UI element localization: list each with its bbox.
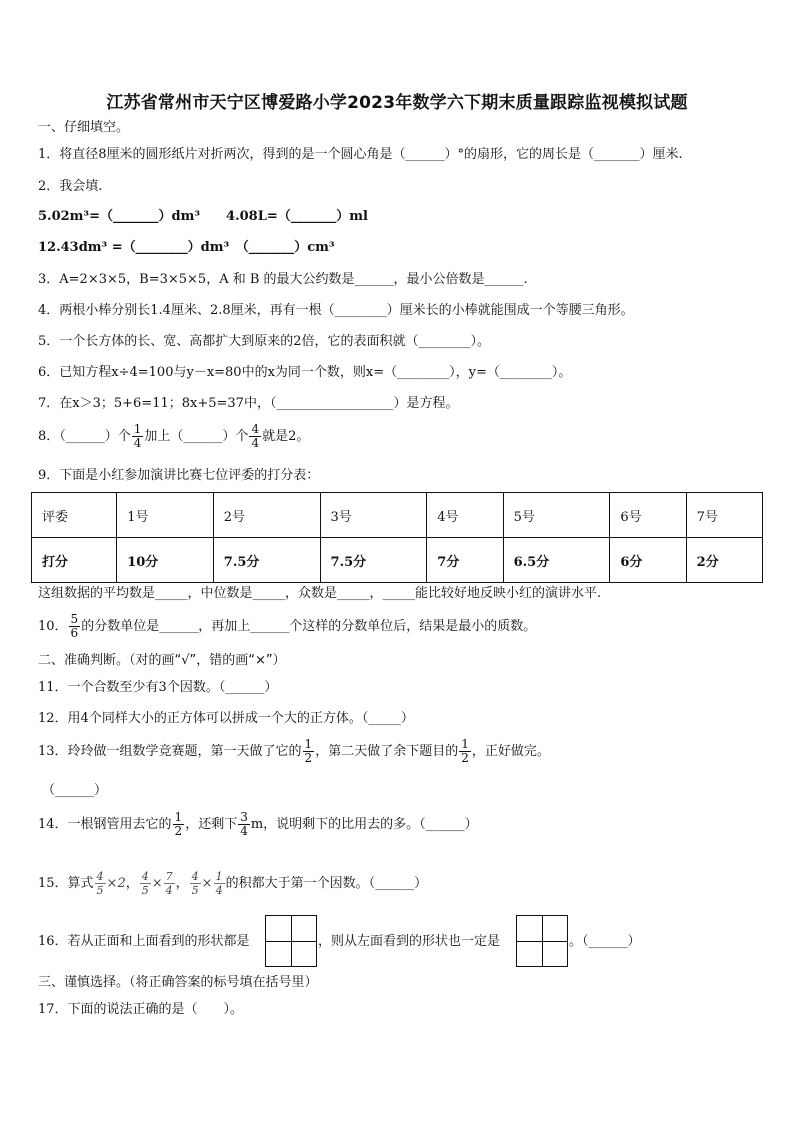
question-16-text-a: 16．若从正面和上面看到的形状都是 [38, 934, 250, 949]
grid-horizontal-line [266, 941, 316, 942]
table-cell: 6.5分 [503, 538, 610, 583]
fraction-denominator: 4 [133, 436, 142, 450]
fraction-denominator: 4 [215, 884, 223, 897]
table-cell: 2号 [213, 493, 320, 538]
fraction-numerator: 3 [240, 810, 248, 824]
table-cell: 3号 [320, 493, 427, 538]
fraction-one-half [173, 811, 185, 838]
fraction-numerator: 1 [304, 737, 313, 751]
question-10-text: 的分数单位是______，再加上______个这样的分数单位后，结果是最小的质数。 [81, 619, 537, 634]
table-cell: 7号 [686, 493, 762, 538]
question-11: 11．一个合数至少有3个因数。（______） [38, 680, 278, 695]
question-1: 1．将直径8厘米的圆形纸片对折两次，得到的是一个圆心角是（______）°的扇形，它的周长是（_______）厘米. [38, 147, 683, 162]
operator-text: × [201, 876, 213, 891]
table-cell: 10分 [117, 538, 214, 583]
question-13-text-a: 13．玲玲做一组数学竞赛题，第一天做了它的 [38, 744, 302, 759]
question-2-row-1: 5.02m³=（_______）dm³ 4.08L=（_______）ml [38, 209, 368, 224]
score-table [31, 492, 763, 583]
fraction-numerator: 1 [133, 422, 142, 436]
table-row [32, 493, 763, 538]
separator: ， [175, 876, 189, 891]
fraction-denominator: 5 [96, 884, 104, 897]
fraction-seven-quarters [164, 870, 175, 897]
fraction-denominator: 6 [70, 626, 79, 640]
question-15-text-a: 15．算式 [38, 876, 94, 891]
table-row [32, 538, 763, 583]
question-13 [38, 738, 550, 765]
question-16-text-b: ，则从左面看到的形状也一定是 [318, 934, 501, 949]
question-4: 4．两根小棒分别长1.4厘米、2.8厘米，再有一根（________）厘米长的小棒就能围成一个等腰三角形。 [38, 303, 634, 318]
section-2-heading: 二、准确判断。（对的画“√”，错的画“×”） [38, 653, 286, 668]
question-6: 6．已知方程x÷4=100与y－x=80中的x为同一个数，则x=（________），y=（________）。 [38, 365, 572, 380]
question-7: 7．在x＞3；5+6=11；8x+5=37中，（__________________）是方程。 [38, 396, 459, 411]
page-title: 江苏省常州市天宁区博爱路小学2023年数学六下期末质量跟踪监视模拟试题 [106, 93, 688, 113]
fraction-numerator: 4 [96, 870, 104, 883]
fraction-three-quarters [238, 811, 250, 838]
fraction-numerator: 1 [461, 737, 469, 751]
question-8-text-a: 8．（______）个 [38, 429, 131, 444]
table-cell: 5号 [503, 493, 610, 538]
table-cell: 6分 [610, 538, 686, 583]
operator-text: ×2 [106, 876, 126, 891]
question-13-answer-paren: （______） [42, 783, 108, 798]
question-8-text-b: 加上（______）个 [144, 429, 249, 444]
fraction-five-sixths [69, 613, 81, 640]
fraction-four-quarters [249, 423, 261, 450]
question-10-number: 10． [38, 619, 68, 634]
question-13-text-c: ，正好做完。 [471, 744, 550, 759]
fraction-four-fifths [190, 870, 201, 897]
question-5: 5．一个长方体的长、宽、高都扩大到原来的2倍，它的表面积就（________）。 [38, 334, 491, 349]
table-cell: 7分 [427, 538, 503, 583]
fraction-denominator: 5 [191, 884, 199, 897]
fraction-numerator: 1 [174, 810, 183, 824]
question-15 [38, 870, 427, 897]
question-16-text-c: 。（______） [569, 934, 641, 949]
fraction-one-quarter [132, 423, 144, 450]
fraction-four-fifths [95, 870, 106, 897]
fraction-numerator: 4 [251, 422, 260, 436]
question-8-text-c: 就是2。 [262, 429, 310, 444]
question-2: 2．我会填. [38, 179, 103, 194]
table-cell: 评委 [32, 493, 117, 538]
table-cell: 打分 [32, 538, 117, 583]
fraction-four-fifths [140, 870, 151, 897]
fraction-one-half [459, 738, 471, 765]
fraction-denominator: 2 [174, 824, 183, 838]
question-17: 17．下面的说法正确的是（ ）。 [38, 1002, 244, 1017]
table-cell: 7.5分 [213, 538, 320, 583]
question-10 [38, 613, 536, 640]
question-9: 9．下面是小红参加演讲比赛七位评委的打分表： [38, 468, 320, 483]
grid-horizontal-line [517, 941, 567, 942]
fraction-one-quarter [214, 870, 225, 897]
square-grid-figure [516, 915, 568, 967]
fraction-numerator: 7 [165, 870, 173, 883]
question-9-followup: 这组数据的平均数是_____，中位数是_____，众数是_____，_____能比较好地反映小红的演讲水平. [38, 586, 602, 601]
fraction-denominator: 4 [251, 436, 260, 450]
table-cell: 1号 [117, 493, 214, 538]
question-13-text-b: ，第二天做了余下题目的 [315, 744, 459, 759]
fraction-numerator: 1 [215, 870, 223, 883]
question-8 [38, 423, 309, 450]
table-cell: 6号 [610, 493, 686, 538]
question-14 [38, 811, 478, 838]
square-grid-figure [265, 915, 317, 967]
table-cell: 7.5分 [320, 538, 427, 583]
fraction-numerator: 4 [191, 870, 199, 883]
question-15-text-b: 的积都大于第一个因数。（______） [225, 876, 428, 891]
fraction-denominator: 2 [461, 751, 469, 765]
question-3: 3．A=2×3×5，B=3×5×5，A 和 B 的最大公约数是______，最小公倍数是______. [38, 272, 528, 287]
fraction-denominator: 4 [240, 824, 248, 838]
table-cell: 4号 [427, 493, 503, 538]
question-2-row-2: 12.43dm³ =（________）dm³ （_______）cm³ [38, 240, 335, 255]
fraction-numerator: 5 [70, 612, 79, 626]
fraction-denominator: 5 [141, 884, 149, 897]
separator: ， [125, 876, 139, 891]
question-14-text-a: 14．一根钢管用去它的 [38, 817, 172, 832]
operator-text: × [151, 876, 163, 891]
question-14-text-c: m，说明剩下的比用去的多。（______） [250, 817, 478, 832]
fraction-numerator: 4 [141, 870, 149, 883]
section-1-heading: 一、仔细填空。 [38, 120, 130, 135]
question-12: 12．用4个同样大小的正方体可以拼成一个大的正方体。（_____） [38, 711, 414, 726]
fraction-one-half [303, 738, 315, 765]
table-cell: 2分 [686, 538, 762, 583]
section-3-heading: 三、谨慎选择。（将正确答案的标号填在括号里） [38, 975, 318, 990]
fraction-denominator: 4 [165, 884, 173, 897]
question-14-text-b: ，还剩下 [185, 817, 238, 832]
fraction-denominator: 2 [304, 751, 313, 765]
